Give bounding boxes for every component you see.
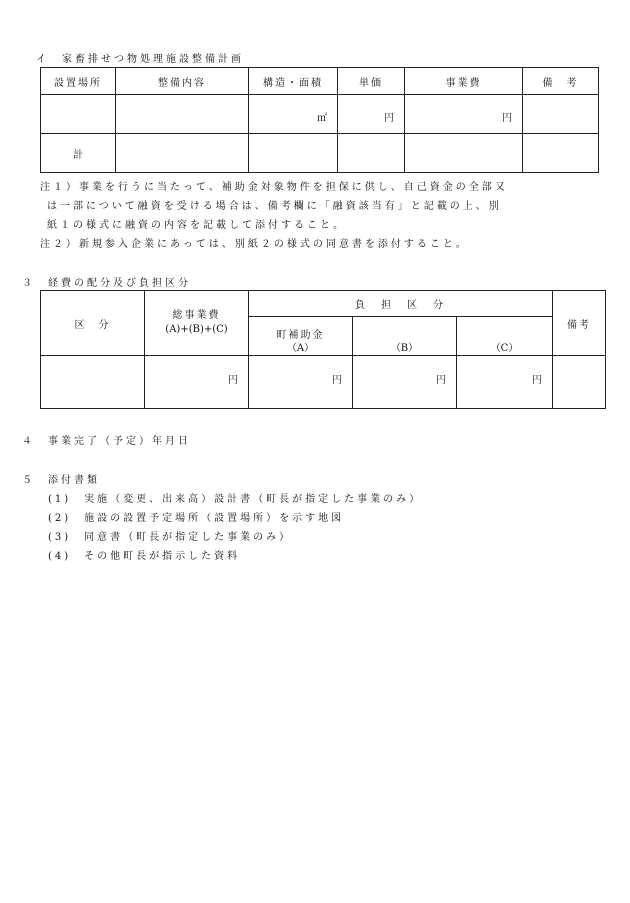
note-1-line-2: は一部について融資を受ける場合は、備考欄に「融資該当有」と記載の上、別 [47, 201, 502, 212]
kubun-cell [41, 356, 145, 409]
total-label: 計 [41, 134, 116, 173]
total-cost-yen: 円 [145, 356, 249, 409]
section-5-heading: ５ 添付書類 [22, 475, 100, 486]
section-3-heading: ３ 経費の配分及び負担区分 [22, 278, 191, 289]
kubun-header: 区 分 [41, 291, 145, 356]
total-cost-label: 総事業費 [172, 310, 221, 321]
remarks-cell [553, 356, 606, 409]
cell-content [116, 95, 249, 134]
section-4-heading: ４ 事業完了（予定）年月日 [22, 436, 191, 447]
total-cost-formula: (A)+(B)+(C) [165, 324, 228, 335]
note-2: 注２）新規参入企業にあっては、別紙２の様式の同意書を添付すること。 [40, 239, 469, 250]
total-remarks [523, 134, 599, 173]
subsidy-a: （A） [286, 343, 315, 354]
header-remarks: 備 考 [523, 68, 599, 95]
burden-header: 負 担 区 分 [249, 291, 553, 317]
cell-cost-unit: 円 [405, 95, 523, 134]
cost-allocation-table [40, 290, 606, 409]
header-unit-price: 単価 [338, 68, 405, 95]
section-i-heading: イ 家畜排せつ物処理施設整備計画 [36, 54, 244, 65]
cell-location [41, 95, 116, 134]
total-price [338, 134, 405, 173]
header-project-cost: 事業費 [405, 68, 523, 95]
header-location: 設置場所 [41, 68, 116, 95]
header-content: 整備内容 [116, 68, 249, 95]
subsidy-header [249, 317, 353, 356]
attachment-item-4: (4) その他町長が指示した資料 [48, 551, 241, 562]
total-cost [405, 134, 523, 173]
facility-plan-table [40, 67, 599, 173]
attachment-item-3: (3) 同意書（町長が指定した事業のみ） [48, 532, 293, 543]
c-yen: 円 [457, 356, 553, 409]
b-yen: 円 [353, 356, 457, 409]
burden-b-header: （B） [353, 317, 457, 356]
note-1-line-3: 紙１の様式に融資の内容を記載して添付すること。 [47, 220, 346, 231]
attachment-item-2: (2) 施設の設置予定場所（設置場所）を示す地図 [48, 513, 345, 524]
cell-area-unit: ㎡ [249, 95, 338, 134]
subsidy-label: 町補助金 [276, 330, 325, 341]
total-content [116, 134, 249, 173]
attachment-item-1: (1) 実施（変更、出来高）設計書（町長が指定した事業のみ） [48, 494, 423, 505]
cell-remarks [523, 95, 599, 134]
total-cost-header [145, 291, 249, 356]
subsidy-yen: 円 [249, 356, 353, 409]
remarks-header: 備考 [553, 291, 606, 356]
note-1-line-1: 注１）事業を行うに当たって、補助金対象物件を担保に供し、自己資金の全部又 [40, 182, 508, 193]
total-area [249, 134, 338, 173]
header-structure-area: 構造・面積 [249, 68, 338, 95]
cell-price-unit: 円 [338, 95, 405, 134]
burden-c-header: （C） [457, 317, 553, 356]
